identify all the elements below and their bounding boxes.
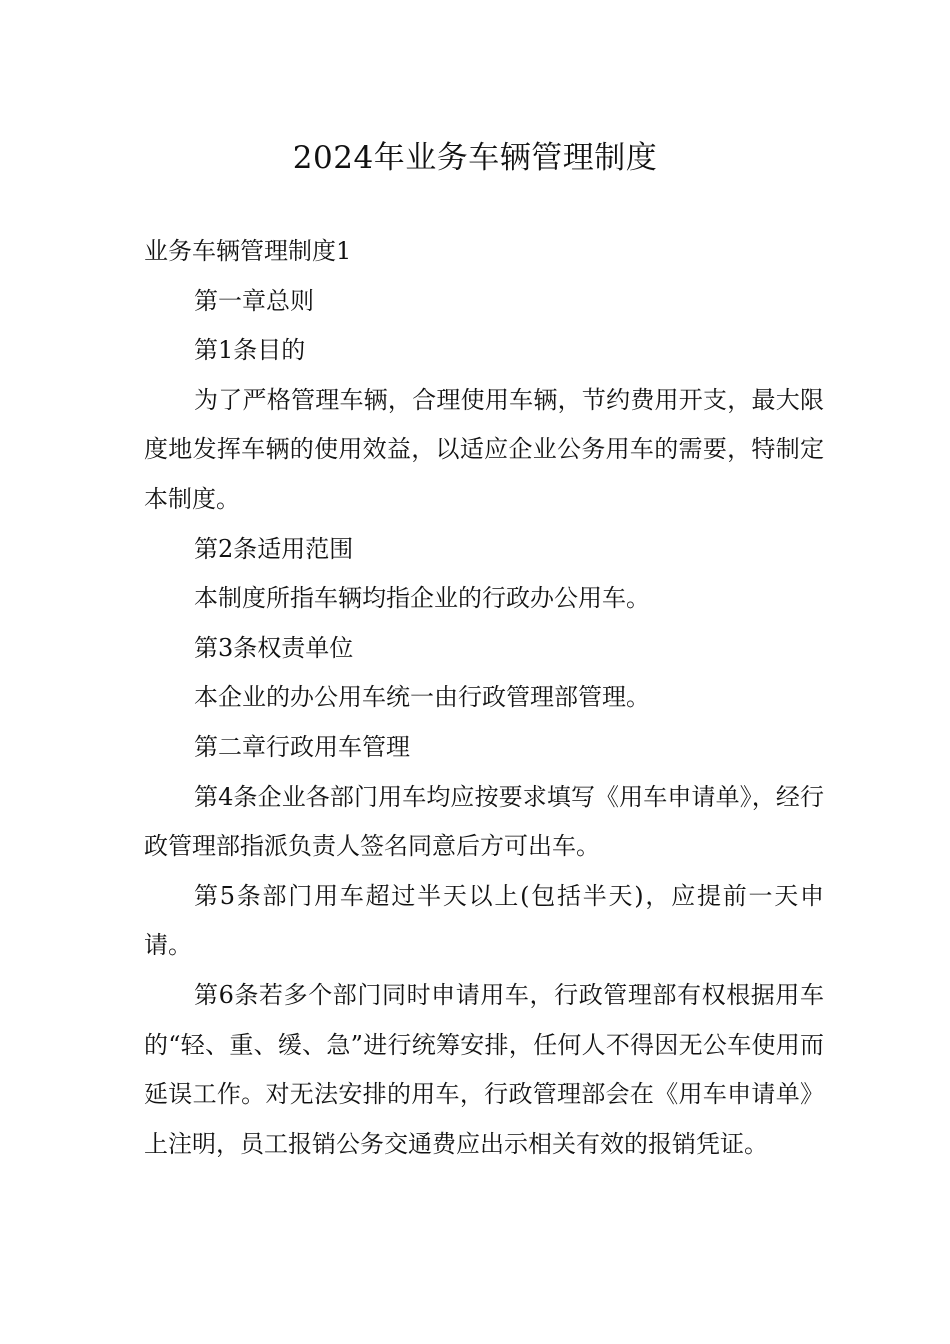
- article-heading: 第1条目的: [194, 336, 306, 365]
- paragraph: 第6条若多个部门同时申请用车，行政管理部有权根据用车的“轻、重、缓、急”进行统筹安排，任何人不得因无公车使用而延误工作。对无法安排的用车，行政管理部会在《用车申请单》上注明，员工报销公务交通费应出示相关有效的报销凭证。: [144, 980, 824, 1158]
- document-title: 2024年业务车辆管理制度: [292, 140, 658, 176]
- chapter-heading: 第二章行政用车管理: [194, 732, 410, 761]
- document-body: [144, 227, 824, 1169]
- section-heading: 业务车辆管理制度1: [144, 237, 352, 265]
- paragraph: 为了严格管理车辆，合理使用车辆，节约费用开支，最大限度地发挥车辆的使用效益，以适应企业公务用车的需要，特制定本制度。: [144, 385, 824, 513]
- chapter-heading: 第一章总则: [194, 286, 314, 315]
- paragraph: 第5条部门用车超过半天以上(包括半天)，应提前一天申请。: [144, 881, 824, 960]
- paragraph: 第4条企业各部门用车均应按要求填写《用车申请单》，经行政管理部指派负责人签名同意后方可出车。: [144, 782, 824, 861]
- article-heading: 第3条权责单位: [194, 633, 354, 662]
- article-heading: 第2条适用范围: [194, 534, 354, 563]
- paragraph: 本制度所指车辆均指企业的行政办公用车。: [194, 584, 650, 613]
- paragraph: 本企业的办公用车统一由行政管理部管理。: [194, 683, 650, 712]
